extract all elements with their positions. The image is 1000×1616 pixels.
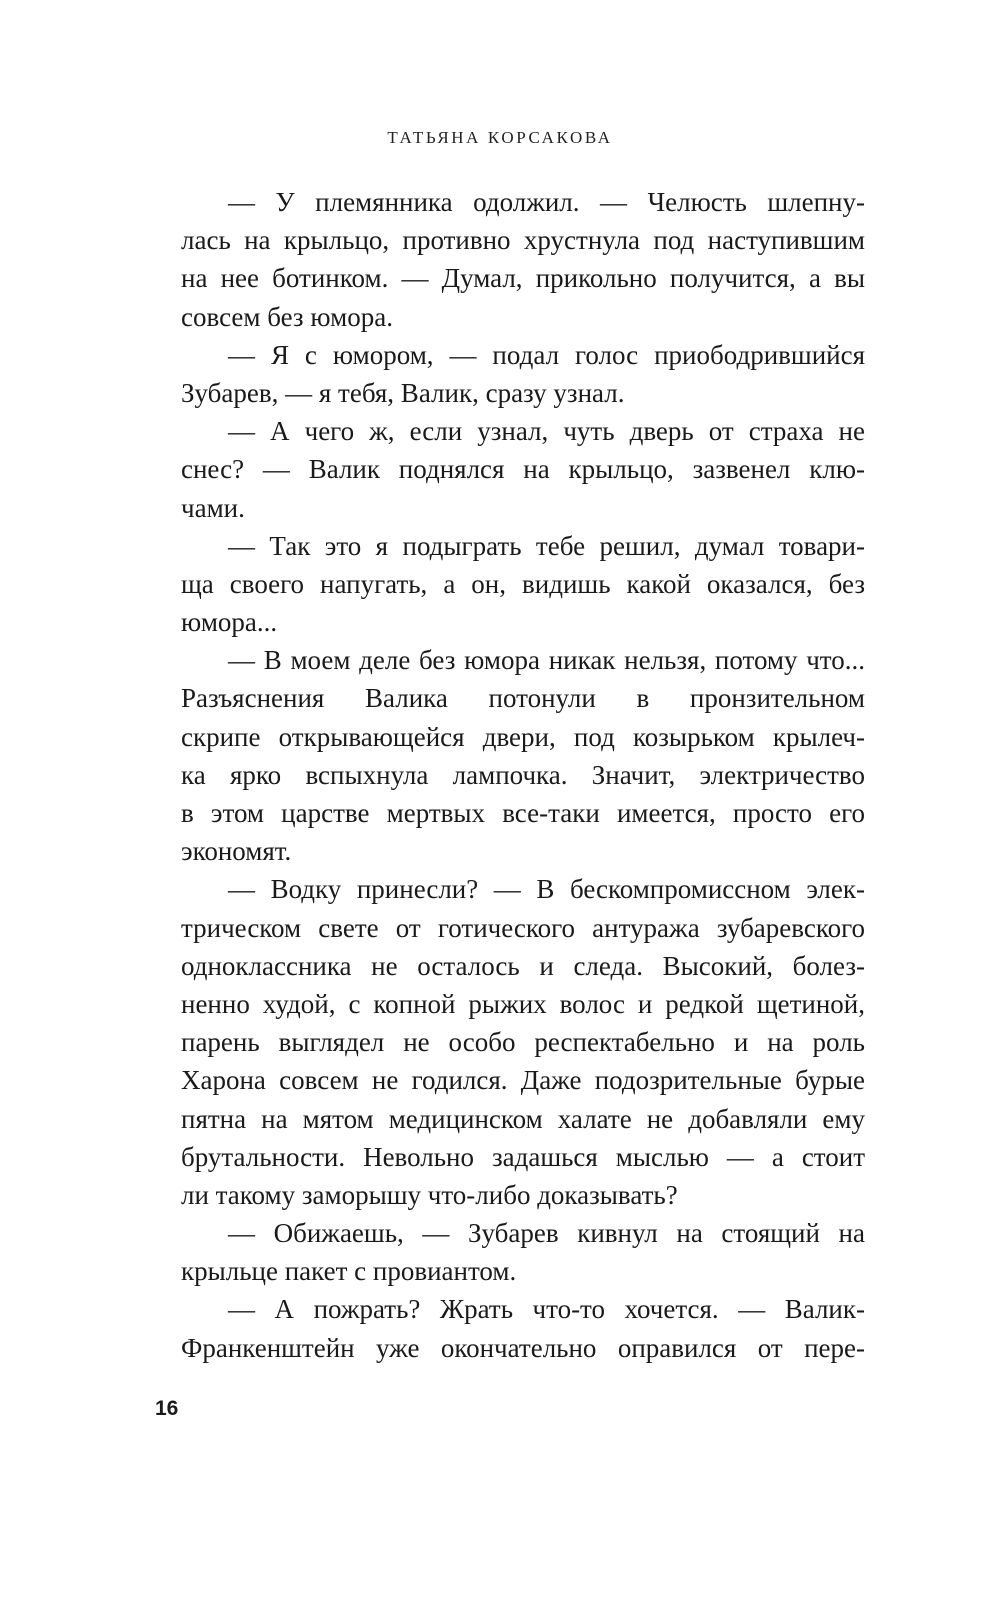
- running-title: ТАТЬЯНА КОРСАКОВА: [387, 128, 613, 147]
- text-line: крыльце пакет с провиантом.: [181, 1256, 517, 1287]
- text-line: ненно худой, с копной рыжих волос и редкой щетиной,: [181, 988, 865, 1019]
- text-line: — А чего ж, если узнал, чуть дверь от страха не: [228, 416, 865, 447]
- text-line: брутальности. Невольно задашься мыслью — а стоит: [181, 1141, 865, 1172]
- text-line: Зубарев, — я тебя, Валик, сразу узнал.: [181, 377, 625, 408]
- text-line: юмора...: [181, 607, 278, 638]
- text-line: Франкенштейн уже окончательно оправился от пере-: [181, 1332, 865, 1363]
- text-line: — В моем деле без юмора никак нельзя, потому что...: [228, 645, 865, 676]
- page-number: 16: [155, 1397, 179, 1420]
- text-line: парень выглядел не особо респектабельно и на роль: [181, 1027, 865, 1058]
- text-line: Разъяснения Валика потонули в пронзительном: [181, 683, 865, 714]
- text-line: — Водку принесли? — В бескомпромиссном элек-: [228, 874, 865, 905]
- text-line: одноклассника не осталось и следа. Высокий, болез-: [181, 950, 865, 981]
- text-line: лась на крыльцо, противно хрустнула под наступившим: [181, 225, 865, 256]
- text-line: на нее ботинком. — Думал, прикольно получится, а вы: [181, 263, 865, 294]
- text-line: ли такому заморышу что-либо доказывать?: [181, 1179, 678, 1210]
- text-line: чами.: [181, 492, 245, 523]
- text-line: Харона совсем не годился. Даже подозрительные бурые: [181, 1065, 865, 1096]
- text-line: пятна на мятом медицинском халате не добавляли ему: [181, 1103, 865, 1134]
- text-line: ща своего напугать, а он, видишь какой оказался, без: [181, 568, 865, 599]
- text-line: скрипе открывающейся двери, под козырьком крылеч-: [181, 721, 865, 752]
- text-line: — Так это я подыграть тебе решил, думал товари-: [228, 530, 865, 561]
- text-line: снес? — Валик поднялся на крыльцо, зазвенел клю-: [181, 454, 865, 485]
- text-line: в этом царстве мертвых все-таки имеется, просто его: [181, 798, 865, 828]
- text-line: — Я с юмором, — подал голос приободрившийся: [228, 339, 865, 370]
- text-line: — У племянника одолжил. — Челюсть шлепну-: [228, 187, 865, 217]
- body-text: [181, 183, 865, 1367]
- text-line: — А пожрать? Жрать что-то хочется. — Валик-: [228, 1294, 865, 1325]
- text-line: экономят.: [181, 836, 292, 867]
- text-line: — Обижаешь, — Зубарев кивнул на стоящий на: [228, 1218, 865, 1249]
- text-line: ка ярко вспыхнула лампочка. Значит, электричество: [181, 759, 865, 790]
- text-line: трическом свете от готического антуража зубаревского: [181, 912, 865, 943]
- text-line: совсем без юмора.: [181, 301, 393, 332]
